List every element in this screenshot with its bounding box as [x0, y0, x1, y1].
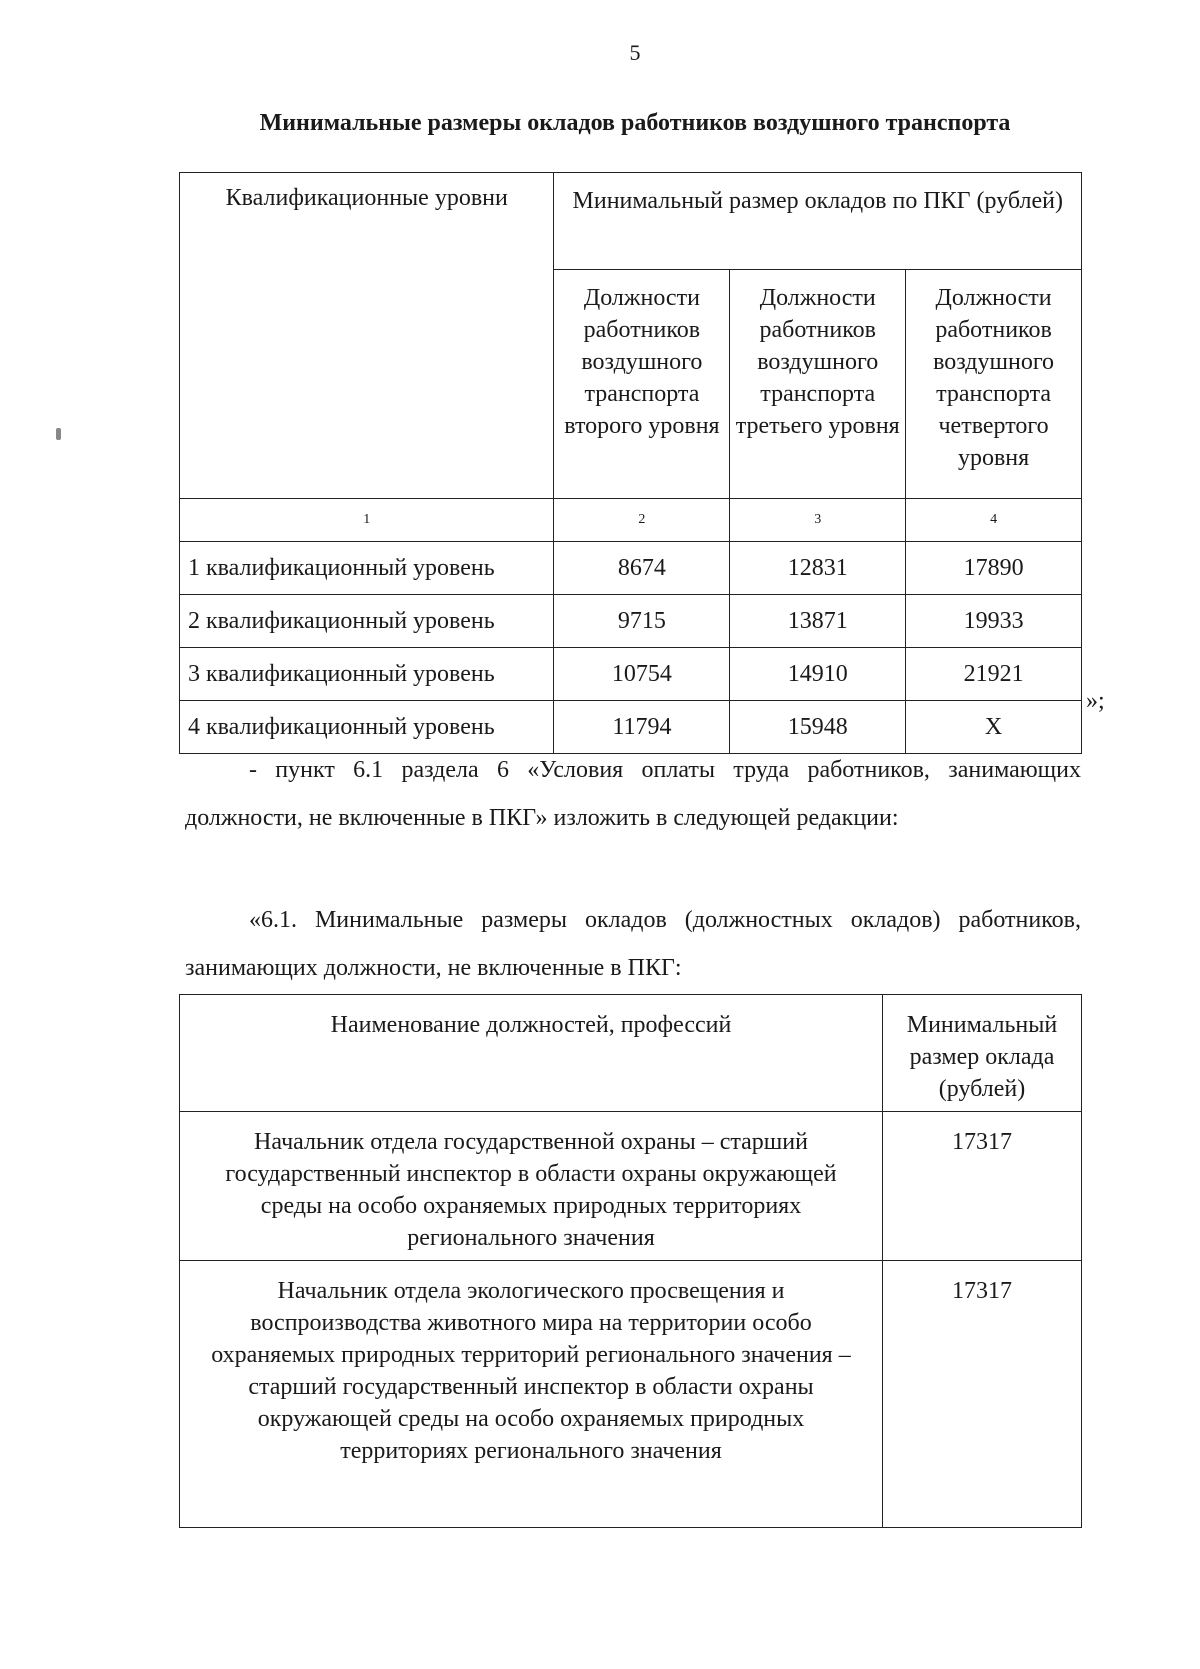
header-fourth-level: Должности работников воздушного транспорта четвертого уровня [906, 270, 1082, 499]
header-min-salary: Минимальный размер оклада (рублей) [883, 995, 1082, 1112]
value-cell: 12831 [730, 542, 906, 595]
column-number: 3 [730, 499, 906, 542]
value-cell: 21921 [906, 648, 1082, 701]
header-second-level: Должности работников воздушного транспорта второго уровня [554, 270, 730, 499]
value-cell: 14910 [730, 648, 906, 701]
header-min-salary: Минимальный размер окладов по ПКГ (рублей) [554, 173, 1082, 270]
header-qualification-levels: Квалификационные уровни [180, 173, 554, 499]
value-cell: 8674 [554, 542, 730, 595]
amendment-text: - пункт 6.1 раздела 6 «Условия оплаты труда работников, занимающих должности, не включенные в ПКГ» изложить в следующей редакции: [185, 757, 1081, 831]
table-row [180, 542, 1082, 595]
salary-cell: 17317 [883, 1112, 1082, 1261]
value-cell: 19933 [906, 595, 1082, 648]
level-cell: 2 квалификационный уровень [180, 595, 554, 648]
header-third-level: Должности работников воздушного транспорта третьего уровня [730, 270, 906, 499]
value-cell: 13871 [730, 595, 906, 648]
value-cell: 11794 [554, 701, 730, 754]
header-position-name: Наименование должностей, профессий [180, 995, 883, 1112]
value-cell: Х [906, 701, 1082, 754]
table-row [180, 1112, 1082, 1261]
value-cell: 9715 [554, 595, 730, 648]
column-number: 1 [180, 499, 554, 542]
value-cell: 17890 [906, 542, 1082, 595]
level-cell: 1 квалификационный уровень [180, 542, 554, 595]
table-row [180, 1261, 1082, 1528]
level-cell: 4 квалификационный уровень [180, 701, 554, 754]
position-name-cell: Начальник отдела экологического просвещения и воспроизводства животного мира на территории особо охраняемых природных территорий регионального значения – старший государственный инспектор в области охраны окружающей среды на особо охраняемых природных территориях регионального значения [180, 1261, 883, 1528]
positions-salary-table [179, 994, 1082, 1528]
amendment-paragraph [185, 746, 1081, 842]
column-number: 2 [554, 499, 730, 542]
scan-smudge [56, 428, 61, 440]
table-heading: Минимальные размеры окладов работников воздушного транспорта [259, 110, 1011, 136]
closing-quote: »; [1086, 688, 1105, 714]
page-number: 5 [629, 40, 641, 65]
salary-cell: 17317 [883, 1261, 1082, 1528]
value-cell: 15948 [730, 701, 906, 754]
level-cell: 3 квалификационный уровень [180, 648, 554, 701]
position-name-cell: Начальник отдела государственной охраны – старший государственный инспектор в области охраны окружающей среды на особо охраняемых природных территориях регионального значения [180, 1112, 883, 1261]
clause-paragraph [185, 896, 1081, 992]
value-cell: 10754 [554, 648, 730, 701]
table-row [180, 648, 1082, 701]
column-number-row [180, 499, 1082, 542]
column-number: 4 [906, 499, 1082, 542]
clause-text: «6.1. Минимальные размеры окладов (должностных окладов) работников, занимающих должности, не включенные в ПКГ: [185, 907, 1081, 981]
table-row [180, 595, 1082, 648]
air-transport-salary-table [179, 172, 1082, 754]
